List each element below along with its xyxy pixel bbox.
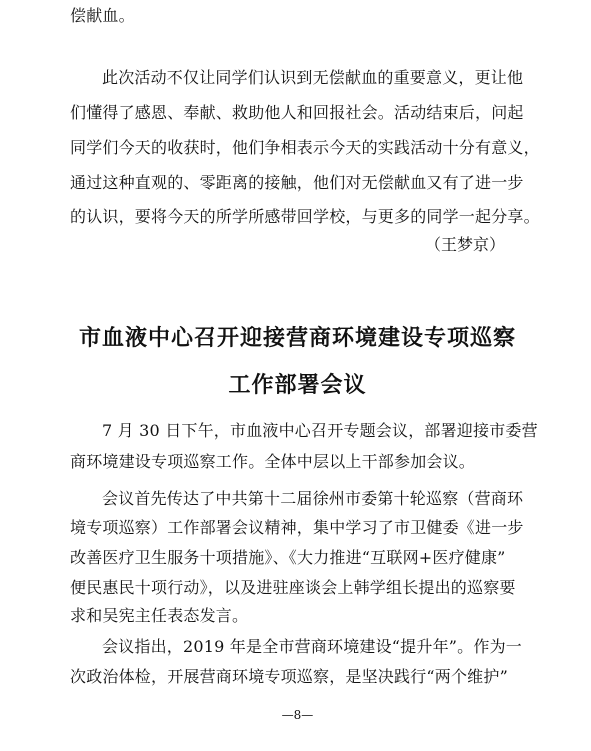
paragraph-line: 的认识，要将今天的所学所感带回学校，与更多的同学一起分享。	[70, 207, 540, 226]
paragraph-line: 同学们今天的收获时，他们争相表示今天的实践活动十分有意义，	[70, 138, 540, 157]
document-page	[70, 0, 540, 751]
paragraph-line: 偿献血。	[70, 6, 135, 25]
article-title-line2: 工作部署会议	[228, 373, 367, 398]
paragraph-line: 次政治体检，开展营商环境专项巡察，是坚决践行“两个维护”	[70, 667, 508, 686]
paragraph-line: 7 月 30 日下午，市血液中心召开专题会议，部署迎接市委营	[102, 421, 538, 440]
page-number: —8—	[281, 708, 314, 722]
paragraph-line: 便民惠民十项行动》，以及进驻座谈会上韩学组长提出的巡察要	[70, 578, 516, 597]
paragraph-line: 会议指出，2019 年是全市营商环境建设“提升年”。作为一	[102, 637, 522, 656]
article-title-line1: 市血液中心召开迎接营商环境建设专项巡察	[78, 326, 516, 351]
author-signature: （王梦京）	[424, 235, 505, 254]
paragraph-line: 改善医疗卫生服务十项措施》、《大力推进“互联网+医疗健康”	[70, 548, 506, 567]
paragraph-line: 通过这种直观的、零距离的接触，他们对无偿献血又有了进一步	[70, 173, 524, 192]
paragraph-line: 们懂得了感恩、奉献、救助他人和回报社会。活动结束后，问起	[70, 103, 524, 122]
paragraph-line: 此次活动不仅让同学们认识到无偿献血的重要意义，更让他	[102, 68, 524, 87]
paragraph-line: 境专项巡察）工作部署会议精神，集中学习了市卫健委《进一步	[70, 518, 524, 537]
paragraph-line: 商环境建设专项巡察工作。全体中层以上干部参加会议。	[70, 452, 476, 471]
paragraph-line: 求和吴宪主任表态发言。	[70, 606, 249, 625]
paragraph-line: 会议首先传达了中共第十二届徐州市委第十轮巡察（营商环	[102, 489, 524, 508]
